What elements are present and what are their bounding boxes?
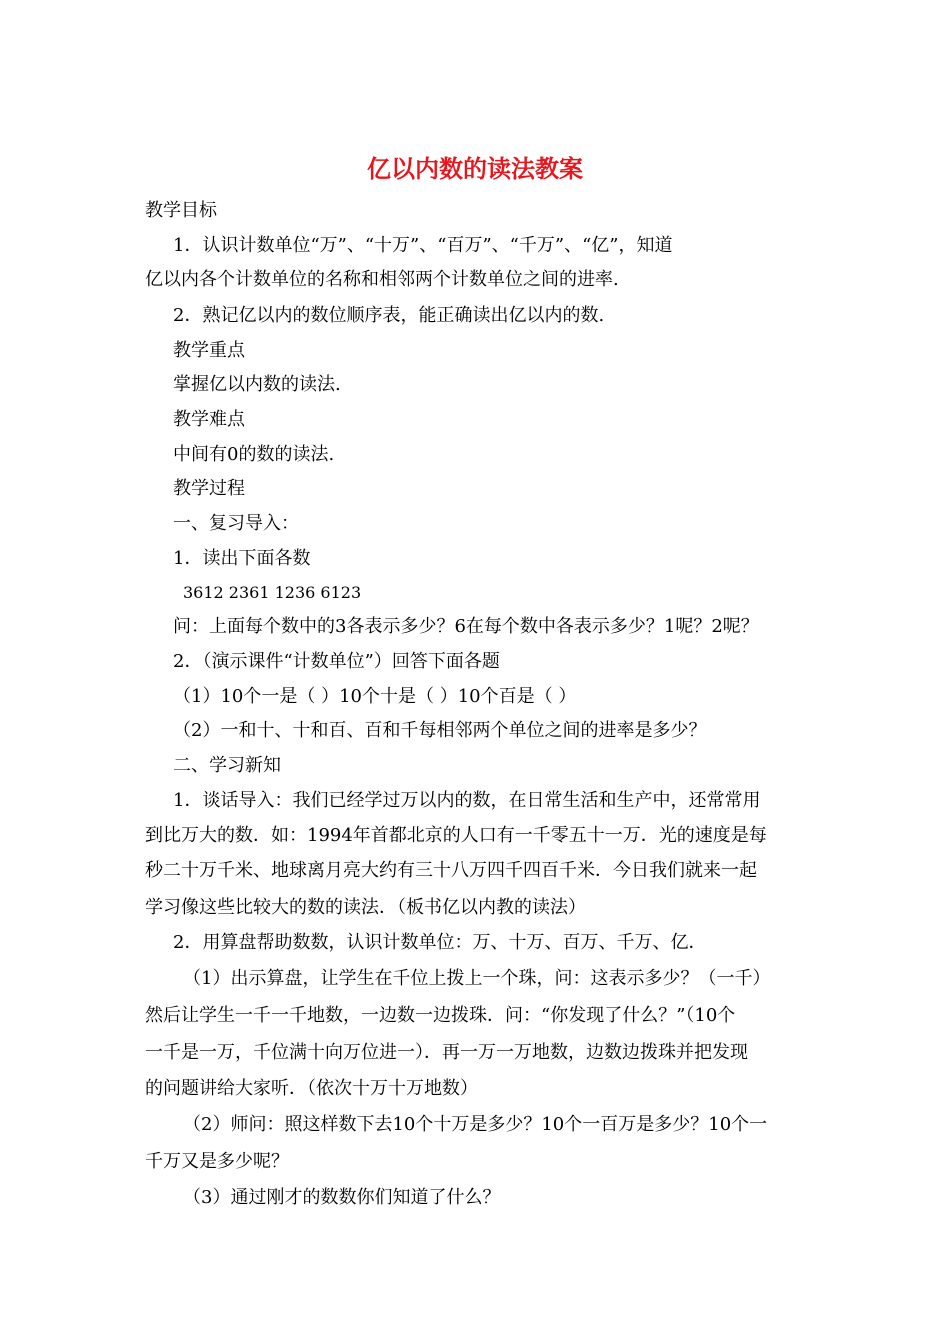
text-line: 一、复习导入： (173, 513, 299, 534)
text-line: 2．用算盘帮助数数，认识计数单位：万、十万、百万、千万、亿． (173, 932, 707, 953)
text-line: （1）出示算盘，让学生在千位上拨上一个珠，问：这表示多少？（一千） (183, 968, 771, 989)
text-line: 学习像这些比较大的数的读法．（板书亿以内教的读法） (145, 897, 586, 918)
text-line: 到比万大的数．如：1994年首都北京的人口有一千零五十一万．光的速度是每 (145, 825, 767, 846)
text-line: 教学目标 (145, 200, 217, 221)
text-line: （2）一和十、十和百、百和千每相邻两个单位之间的进率是多少？ (173, 720, 707, 741)
document-title: 亿以内数的读法教案 (367, 154, 583, 183)
text-line: （2）师问：照这样数下去10个十万是多少？10个一百万是多少？10个一 (183, 1114, 768, 1135)
text-line: 1．谈话导入：我们已经学过万以内的数，在日常生活和生产中，还常常用 (173, 790, 761, 811)
text-line: （3）通过刚才的数数你们知道了什么？ (183, 1187, 501, 1208)
text-line: 1．读出下面各数 (173, 548, 311, 569)
text-line: 教学重点 (173, 340, 245, 361)
text-line: 掌握亿以内数的读法. (173, 374, 341, 395)
text-line: 千万又是多少呢？ (145, 1151, 289, 1172)
text-line: 秒二十万千米、地球离月亮大约有三十八万四千四百千米．今日我们就来一起 (145, 860, 757, 881)
text-line: 亿以内各个计数单位的名称和相邻两个计数单位之间的进率. (145, 269, 619, 290)
text-line: 教学过程 (173, 478, 245, 499)
text-line: 3612 2361 1236 6123 (183, 583, 362, 602)
text-line: （1）10个一是（ ）10个十是（ ）10个百是（ ） (173, 686, 577, 707)
text-line: 一千是一万，千位满十向万位进一）．再一万一万地数，边数边拨珠并把发现 (145, 1042, 748, 1063)
text-line: 问：上面每个数中的3各表示多少？6在每个数中各表示多少？1呢？2呢？ (173, 616, 759, 637)
text-line: 2．熟记亿以内的数位顺序表，能正确读出亿以内的数. (173, 305, 605, 326)
text-line: 然后让学生一千一千地数，一边数一边拨珠．问：“你发现了什么？”（10个 (145, 1005, 736, 1026)
text-line: 教学难点 (173, 409, 245, 430)
text-line: 中间有0的数的读法. (173, 444, 335, 465)
text-line: 1．认识计数单位“万”、“十万”、“百万”、“千万”、“亿”，知道 (173, 235, 673, 256)
text-line: 2．（演示课件“计数单位”）回答下面各题 (173, 651, 500, 672)
text-line: 的问题讲给大家听．（依次十万十万地数） (145, 1078, 478, 1099)
text-line: 二、学习新知 (173, 755, 281, 776)
